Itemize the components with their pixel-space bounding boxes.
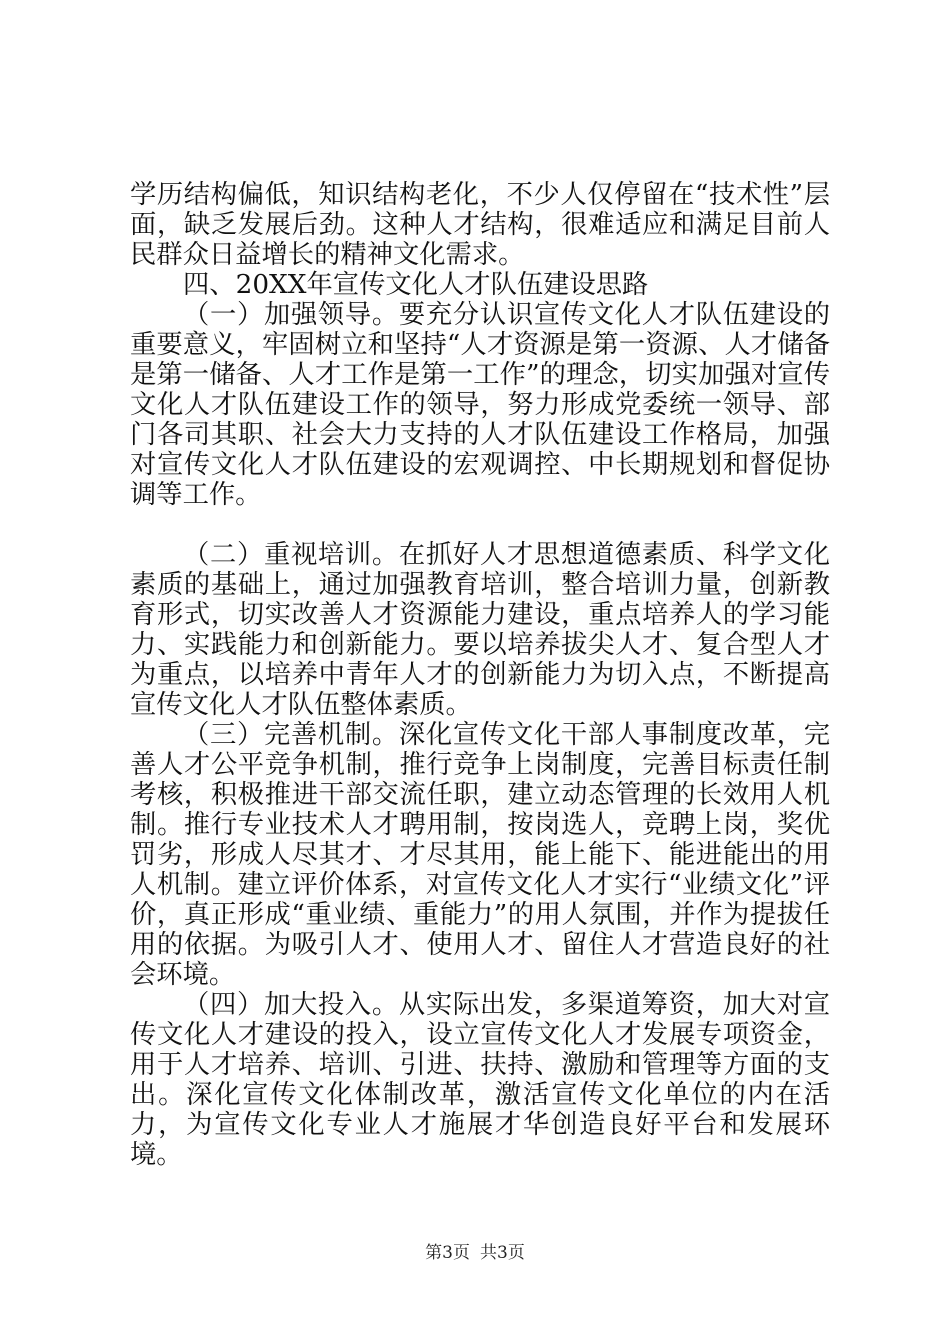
paragraph-mechanism: （三）完善机制。深化宣传文化干部人事制度改革，完善人才公平竞争机制，推行竞争上岗制度，完善目标责任制考核，积极推进干部交流任职，建立动态管理的长效用人机制。推行专业技术人才聘用制，按岗选人，竞聘上岗，奖优罚劣，形成人尽其才、才尽其用，能上能下、能进能出的用人机制。建立评价体系，对宣传文化人才实行“业绩文化”评价，真正形成“重业绩、重能力”的用人氛围，并作为提拔任用的依据。为吸引人才、使用人才、留住人才营造良好的社会环境。 — [130, 720, 830, 990]
paragraph-leadership: （一）加强领导。要充分认识宣传文化人才队伍建设的重要意义，牢固树立和坚持“人才资源是第一资源、人才储备是第一储备、人才工作是第一工作”的理念，切实加强对宣传文化人才队伍建设工作的领导，努力形成党委统一领导、部门各司其职、社会大力支持的人才队伍建设工作格局，加强对宣传文化人才队伍建设的宏观调控、中长期规划和督促协调等工作。 — [130, 300, 830, 510]
page-footer — [0, 1243, 950, 1263]
paragraph-training: （二）重视培训。在抓好人才思想道德素质、科学文化素质的基础上，通过加强教育培训，整合培训力量，创新教育形式，切实改善人才资源能力建设，重点培养人的学习能力、实践能力和创新能力。要以培养拔尖人才、复合型人才为重点，以培养中青年人才的创新能力为切入点，不断提高宣传文化人才队伍整体素质。 — [130, 540, 830, 720]
section-heading: 四、20XX年宣传文化人才队伍建设思路 — [183, 270, 649, 300]
page-number: 第3页 — [425, 1243, 470, 1263]
document-body — [130, 180, 830, 1170]
paragraph-continuation: 学历结构偏低，知识结构老化，不少人仅停留在“技术性”层面，缺乏发展后劲。这种人才结构，很难适应和满足目前人民群众日益增长的精神文化需求。 — [130, 180, 830, 270]
page-total: 共3页 — [480, 1243, 525, 1263]
paragraph-investment: （四）加大投入。从实际出发，多渠道筹资，加大对宣传文化人才建设的投入，设立宣传文化人才发展专项资金，用于人才培养、培训、引进、扶持、激励和管理等方面的支出。深化宣传文化体制改革，激活宣传文化单位的内在活力，为宣传文化专业人才施展才华创造良好平台和发展环境。 — [130, 990, 830, 1170]
